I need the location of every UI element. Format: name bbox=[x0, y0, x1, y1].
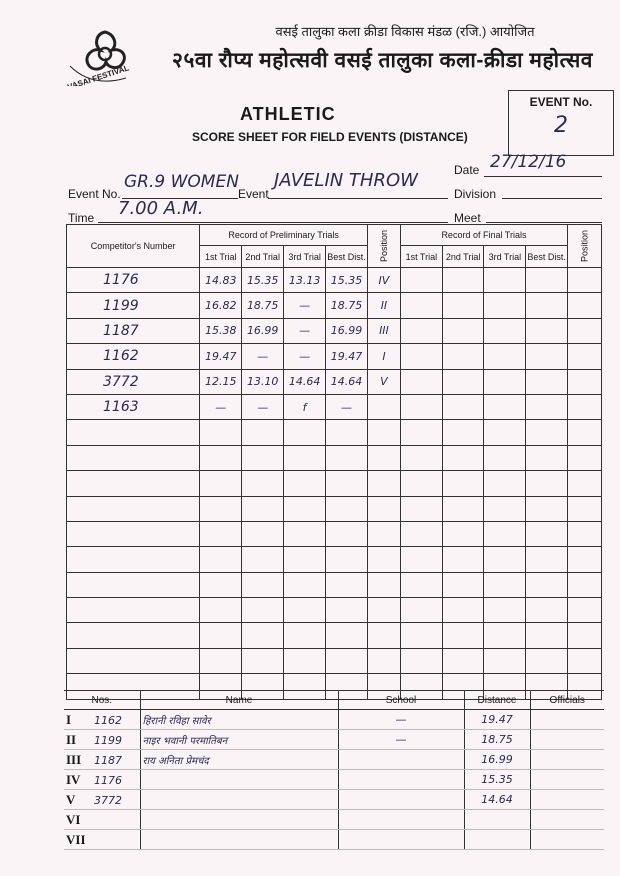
trial-cell: 19.47 bbox=[200, 344, 242, 369]
name-cell bbox=[140, 830, 338, 850]
trial-cell bbox=[484, 648, 526, 673]
trial-cell bbox=[567, 445, 601, 470]
trial-row bbox=[67, 648, 602, 673]
school-cell bbox=[338, 790, 464, 810]
trial-cell bbox=[200, 420, 242, 445]
trial-cell: 15.38 bbox=[200, 318, 242, 343]
competitor-number-cell bbox=[67, 496, 200, 521]
trial-cell bbox=[567, 496, 601, 521]
trial-cell bbox=[567, 344, 601, 369]
trial-cell bbox=[200, 445, 242, 470]
trial-cell bbox=[400, 471, 442, 496]
distance-cell: 14.64 bbox=[464, 790, 530, 810]
trial-cell bbox=[284, 598, 326, 623]
trial-cell: — bbox=[284, 293, 326, 318]
trial-cell bbox=[442, 471, 484, 496]
trial-cell bbox=[242, 471, 284, 496]
event-label: Event bbox=[238, 187, 269, 201]
trial-cell bbox=[400, 293, 442, 318]
date-value: 27/12/16 bbox=[490, 152, 567, 172]
school-cell: — bbox=[338, 710, 464, 730]
trial-cell bbox=[400, 572, 442, 597]
officials-cell bbox=[530, 830, 604, 850]
officials-cell bbox=[530, 710, 604, 730]
trial-cell bbox=[400, 496, 442, 521]
sub-header-2nd-trial-final: 2nd Trial bbox=[442, 246, 484, 268]
rank-no-cell bbox=[64, 710, 140, 730]
school-cell bbox=[338, 770, 464, 790]
trial-cell bbox=[484, 521, 526, 546]
trial-cell: — bbox=[242, 344, 284, 369]
trial-cell bbox=[400, 344, 442, 369]
meet-line bbox=[486, 220, 602, 223]
trial-cell bbox=[442, 420, 484, 445]
competitor-no: 3772 bbox=[94, 793, 122, 807]
trial-cell bbox=[442, 318, 484, 343]
trial-cell bbox=[284, 496, 326, 521]
trial-cell bbox=[367, 521, 400, 546]
trial-cell: — bbox=[242, 394, 284, 419]
trial-cell bbox=[242, 623, 284, 648]
trial-cell bbox=[242, 547, 284, 572]
rank-label: IV bbox=[66, 771, 81, 787]
rank-no-cell bbox=[64, 730, 140, 750]
trial-cell bbox=[526, 598, 568, 623]
trial-row bbox=[67, 521, 602, 546]
event-line bbox=[268, 196, 448, 199]
trial-cell bbox=[526, 496, 568, 521]
trial-row bbox=[67, 623, 602, 648]
trial-row bbox=[67, 344, 602, 369]
trial-cell bbox=[400, 521, 442, 546]
trial-cell bbox=[484, 547, 526, 572]
competitor-number-cell bbox=[67, 623, 200, 648]
officials-cell bbox=[530, 790, 604, 810]
trial-cell bbox=[326, 572, 368, 597]
distance-cell bbox=[464, 810, 530, 830]
trial-cell bbox=[442, 623, 484, 648]
trial-cell bbox=[200, 623, 242, 648]
time-value: 7.00 A.M. bbox=[118, 198, 204, 219]
trial-cell bbox=[442, 547, 484, 572]
vasai-festival-logo bbox=[62, 26, 148, 86]
trial-cell bbox=[400, 623, 442, 648]
trial-cell: 18.75 bbox=[242, 293, 284, 318]
sub-header-best-dist-final: Best Dist. bbox=[526, 246, 568, 268]
trial-row bbox=[67, 598, 602, 623]
position-header-prelim: Position bbox=[367, 225, 400, 268]
trial-row bbox=[67, 547, 602, 572]
rank-label: I bbox=[66, 711, 72, 727]
trial-cell bbox=[526, 318, 568, 343]
trial-cell bbox=[242, 445, 284, 470]
event-number-box bbox=[508, 90, 614, 156]
trial-cell bbox=[200, 496, 242, 521]
trial-cell: 13.10 bbox=[242, 369, 284, 394]
time-line bbox=[98, 220, 448, 223]
officials-cell bbox=[530, 810, 604, 830]
trial-cell: 12.15 bbox=[200, 369, 242, 394]
trial-cell bbox=[526, 369, 568, 394]
trial-cell bbox=[400, 420, 442, 445]
sub-header-1st-trial-final: 1st Trial bbox=[400, 246, 442, 268]
trial-cell bbox=[284, 420, 326, 445]
trial-cell bbox=[484, 572, 526, 597]
trial-cell: IV bbox=[367, 268, 400, 293]
trial-row bbox=[67, 318, 602, 343]
trial-cell bbox=[484, 318, 526, 343]
trial-row bbox=[67, 293, 602, 318]
date-label: Date bbox=[454, 163, 480, 177]
trial-cell: 16.99 bbox=[326, 318, 368, 343]
trial-cell bbox=[484, 471, 526, 496]
trial-cell bbox=[484, 496, 526, 521]
trial-cell bbox=[242, 598, 284, 623]
trial-cell bbox=[442, 268, 484, 293]
final-header: Record of Final Trials bbox=[400, 225, 567, 246]
competitor-number-cell bbox=[67, 471, 200, 496]
trial-cell bbox=[200, 547, 242, 572]
distance-cell: 15.35 bbox=[464, 770, 530, 790]
trial-cell bbox=[400, 318, 442, 343]
position-header-final: Position bbox=[567, 225, 601, 268]
trial-cell bbox=[526, 521, 568, 546]
trial-cell bbox=[567, 648, 601, 673]
trial-cell bbox=[367, 420, 400, 445]
trial-row bbox=[67, 420, 602, 445]
trial-cell bbox=[367, 471, 400, 496]
officials-cell bbox=[530, 730, 604, 750]
name-cell bbox=[140, 770, 338, 790]
trial-cell bbox=[326, 496, 368, 521]
name-cell: नाइर भवानी परमातिबन bbox=[140, 730, 338, 750]
trial-cell bbox=[442, 394, 484, 419]
trial-cell bbox=[326, 445, 368, 470]
officials-cell bbox=[530, 770, 604, 790]
trial-cell bbox=[567, 598, 601, 623]
rank-no-cell bbox=[64, 830, 140, 850]
result-row bbox=[64, 750, 604, 770]
trial-cell bbox=[567, 572, 601, 597]
trial-cell: — bbox=[200, 394, 242, 419]
trial-cell: V bbox=[367, 369, 400, 394]
trial-cell: 15.35 bbox=[326, 268, 368, 293]
trial-cell: 14.64 bbox=[284, 369, 326, 394]
trial-cell: II bbox=[367, 293, 400, 318]
trial-cell bbox=[526, 471, 568, 496]
event-value: JAVELIN THROW bbox=[274, 170, 418, 191]
trial-cell bbox=[526, 445, 568, 470]
competitor-header: Competitor's Number bbox=[67, 225, 200, 268]
distance-cell: 16.99 bbox=[464, 750, 530, 770]
rank-no-cell bbox=[64, 790, 140, 810]
trial-cell bbox=[567, 293, 601, 318]
trial-cell bbox=[400, 547, 442, 572]
trial-cell bbox=[526, 547, 568, 572]
trial-cell bbox=[442, 572, 484, 597]
trial-cell bbox=[526, 648, 568, 673]
trial-cell bbox=[367, 598, 400, 623]
results-table bbox=[64, 690, 604, 850]
trial-cell bbox=[400, 648, 442, 673]
trial-cell: 14.64 bbox=[326, 369, 368, 394]
trial-cell: 16.99 bbox=[242, 318, 284, 343]
trial-cell bbox=[442, 496, 484, 521]
event-no-label: Event No. bbox=[68, 187, 121, 201]
school-cell: — bbox=[338, 730, 464, 750]
competitor-number-cell bbox=[67, 547, 200, 572]
result-row bbox=[64, 830, 604, 850]
trial-cell bbox=[367, 623, 400, 648]
division-line bbox=[502, 196, 602, 199]
trial-cell bbox=[526, 623, 568, 648]
trial-cell bbox=[367, 496, 400, 521]
sub-header-3rd-trial-final: 3rd Trial bbox=[484, 246, 526, 268]
trial-cell bbox=[326, 420, 368, 445]
trial-cell: 19.47 bbox=[326, 344, 368, 369]
trial-cell bbox=[284, 572, 326, 597]
competitor-number-cell: 1199 bbox=[67, 293, 200, 318]
trial-cell bbox=[284, 623, 326, 648]
trial-row bbox=[67, 268, 602, 293]
trial-cell bbox=[442, 521, 484, 546]
results-header-nos: Nos. bbox=[64, 691, 140, 710]
trial-cell bbox=[367, 547, 400, 572]
trial-cell bbox=[326, 521, 368, 546]
page-title: ATHLETIC bbox=[240, 104, 336, 124]
result-row bbox=[64, 810, 604, 830]
rank-label: V bbox=[66, 791, 76, 807]
trial-cell bbox=[326, 648, 368, 673]
trial-row bbox=[67, 496, 602, 521]
page-subtitle: SCORE SHEET FOR FIELD EVENTS (DISTANCE) bbox=[192, 130, 468, 144]
logo-text: VASAI FESTIVAL bbox=[66, 63, 131, 86]
distance-cell: 18.75 bbox=[464, 730, 530, 750]
trial-cell bbox=[367, 445, 400, 470]
trial-cell: 16.82 bbox=[200, 293, 242, 318]
trial-cell bbox=[442, 648, 484, 673]
trial-row bbox=[67, 369, 602, 394]
competitor-number-cell bbox=[67, 445, 200, 470]
competitor-number-cell: 1162 bbox=[67, 344, 200, 369]
results-header-school: School bbox=[338, 691, 464, 710]
sub-header-best-dist: Best Dist. bbox=[326, 246, 368, 268]
competitor-no: 1162 bbox=[94, 713, 122, 727]
trial-cell bbox=[567, 369, 601, 394]
trial-cell bbox=[200, 521, 242, 546]
trial-cell bbox=[526, 268, 568, 293]
trial-cell bbox=[526, 344, 568, 369]
trial-cell bbox=[200, 572, 242, 597]
trial-cell bbox=[567, 268, 601, 293]
trial-cell bbox=[326, 598, 368, 623]
trial-cell bbox=[284, 521, 326, 546]
trial-cell bbox=[442, 293, 484, 318]
trial-cell bbox=[526, 420, 568, 445]
trial-cell bbox=[400, 268, 442, 293]
trial-cell bbox=[567, 471, 601, 496]
result-row bbox=[64, 790, 604, 810]
trial-cell bbox=[326, 547, 368, 572]
trial-cell bbox=[567, 521, 601, 546]
trial-cell: f bbox=[284, 394, 326, 419]
trial-cell bbox=[367, 572, 400, 597]
trial-cell bbox=[484, 394, 526, 419]
trial-cell bbox=[484, 420, 526, 445]
sub-header-1st-trial: 1st Trial bbox=[200, 246, 242, 268]
competitor-number-cell: 1187 bbox=[67, 318, 200, 343]
trial-cell bbox=[442, 344, 484, 369]
trial-cell bbox=[284, 471, 326, 496]
trial-cell bbox=[200, 471, 242, 496]
trial-cell bbox=[526, 293, 568, 318]
trial-cell bbox=[567, 623, 601, 648]
trial-cell bbox=[484, 369, 526, 394]
trial-cell bbox=[200, 598, 242, 623]
competitor-number-cell: 3772 bbox=[67, 369, 200, 394]
trial-cell bbox=[284, 648, 326, 673]
time-label: Time bbox=[68, 211, 95, 225]
rank-label: VI bbox=[66, 811, 81, 827]
trial-cell bbox=[526, 394, 568, 419]
result-row bbox=[64, 770, 604, 790]
sub-header-3rd-trial: 3rd Trial bbox=[284, 246, 326, 268]
results-header-officials: Officials bbox=[530, 691, 604, 710]
trial-row bbox=[67, 394, 602, 419]
trial-cell bbox=[567, 394, 601, 419]
trial-cell: 15.35 bbox=[242, 268, 284, 293]
competitor-number-cell bbox=[67, 598, 200, 623]
meet-label: Meet bbox=[454, 211, 481, 225]
organizer-text: वसई तालुका कला क्रीडा विकास मंडळ (रजि.) आयोजित bbox=[275, 24, 535, 39]
competitor-number-cell: 1163 bbox=[67, 394, 200, 419]
event-no-value: GR.9 WOMEN bbox=[124, 172, 239, 192]
trial-cell bbox=[442, 369, 484, 394]
name-cell: हिरानी रविहा सावेर bbox=[140, 710, 338, 730]
distance-cell bbox=[464, 830, 530, 850]
trial-cell bbox=[242, 648, 284, 673]
trial-cell bbox=[242, 420, 284, 445]
competitor-number-cell bbox=[67, 648, 200, 673]
competitor-number-cell bbox=[67, 420, 200, 445]
trial-cell bbox=[567, 318, 601, 343]
trial-cell bbox=[367, 648, 400, 673]
results-header-name: Name bbox=[140, 691, 338, 710]
trial-cell: III bbox=[367, 318, 400, 343]
competitor-no: 1176 bbox=[94, 773, 122, 787]
trial-cell bbox=[326, 623, 368, 648]
trial-cell bbox=[242, 572, 284, 597]
trial-cell bbox=[567, 547, 601, 572]
trial-cell bbox=[400, 445, 442, 470]
trial-cell bbox=[284, 445, 326, 470]
trial-row bbox=[67, 572, 602, 597]
trials-table bbox=[66, 224, 602, 700]
name-cell bbox=[140, 810, 338, 830]
trial-cell bbox=[484, 623, 526, 648]
result-row bbox=[64, 710, 604, 730]
school-cell bbox=[338, 810, 464, 830]
trial-cell bbox=[484, 293, 526, 318]
distance-cell: 19.47 bbox=[464, 710, 530, 730]
rank-label: III bbox=[66, 751, 82, 767]
rank-no-cell bbox=[64, 770, 140, 790]
competitor-number-cell: 1176 bbox=[67, 268, 200, 293]
festival-title: २५वा रौप्य महोत्सवी वसई तालुका कला-क्रीडा महोत्सव bbox=[172, 49, 593, 72]
officials-cell bbox=[530, 750, 604, 770]
trial-row bbox=[67, 471, 602, 496]
event-number-value: 2 bbox=[554, 113, 568, 138]
competitor-number-cell bbox=[67, 572, 200, 597]
trial-cell bbox=[400, 598, 442, 623]
rank-no-cell bbox=[64, 810, 140, 830]
trial-cell bbox=[567, 420, 601, 445]
date-line bbox=[484, 174, 602, 177]
competitor-number-cell bbox=[67, 521, 200, 546]
prelim-header: Record of Preliminary Trials bbox=[200, 225, 368, 246]
trial-cell bbox=[200, 648, 242, 673]
name-cell bbox=[140, 790, 338, 810]
trial-cell: — bbox=[326, 394, 368, 419]
trial-cell: I bbox=[367, 344, 400, 369]
school-cell bbox=[338, 830, 464, 850]
trial-cell bbox=[242, 496, 284, 521]
division-label: Division bbox=[454, 187, 497, 201]
trial-cell bbox=[526, 572, 568, 597]
competitor-no: 1187 bbox=[94, 753, 122, 767]
school-cell bbox=[338, 750, 464, 770]
trial-cell bbox=[284, 547, 326, 572]
trial-cell bbox=[484, 445, 526, 470]
trial-cell: 13.13 bbox=[284, 268, 326, 293]
trial-cell bbox=[326, 471, 368, 496]
name-cell: राय अनिता प्रेमचंद bbox=[140, 750, 338, 770]
trial-cell bbox=[400, 394, 442, 419]
trial-cell: 14.83 bbox=[200, 268, 242, 293]
trial-cell bbox=[484, 598, 526, 623]
trial-cell bbox=[484, 344, 526, 369]
competitor-no: 1199 bbox=[94, 733, 122, 747]
trial-cell bbox=[400, 369, 442, 394]
result-row bbox=[64, 730, 604, 750]
sub-header-2nd-trial: 2nd Trial bbox=[242, 246, 284, 268]
trial-cell bbox=[442, 598, 484, 623]
trial-cell: — bbox=[284, 318, 326, 343]
trial-cell: — bbox=[284, 344, 326, 369]
rank-label: II bbox=[66, 731, 77, 747]
trial-cell bbox=[242, 521, 284, 546]
trial-cell bbox=[484, 268, 526, 293]
results-header-distance: Distance bbox=[464, 691, 530, 710]
trial-cell bbox=[442, 445, 484, 470]
trial-cell bbox=[367, 394, 400, 419]
trial-cell: 18.75 bbox=[326, 293, 368, 318]
event-number-label: EVENT No. bbox=[529, 95, 593, 109]
rank-label: VII bbox=[66, 831, 86, 847]
trial-row bbox=[67, 445, 602, 470]
rank-no-cell bbox=[64, 750, 140, 770]
